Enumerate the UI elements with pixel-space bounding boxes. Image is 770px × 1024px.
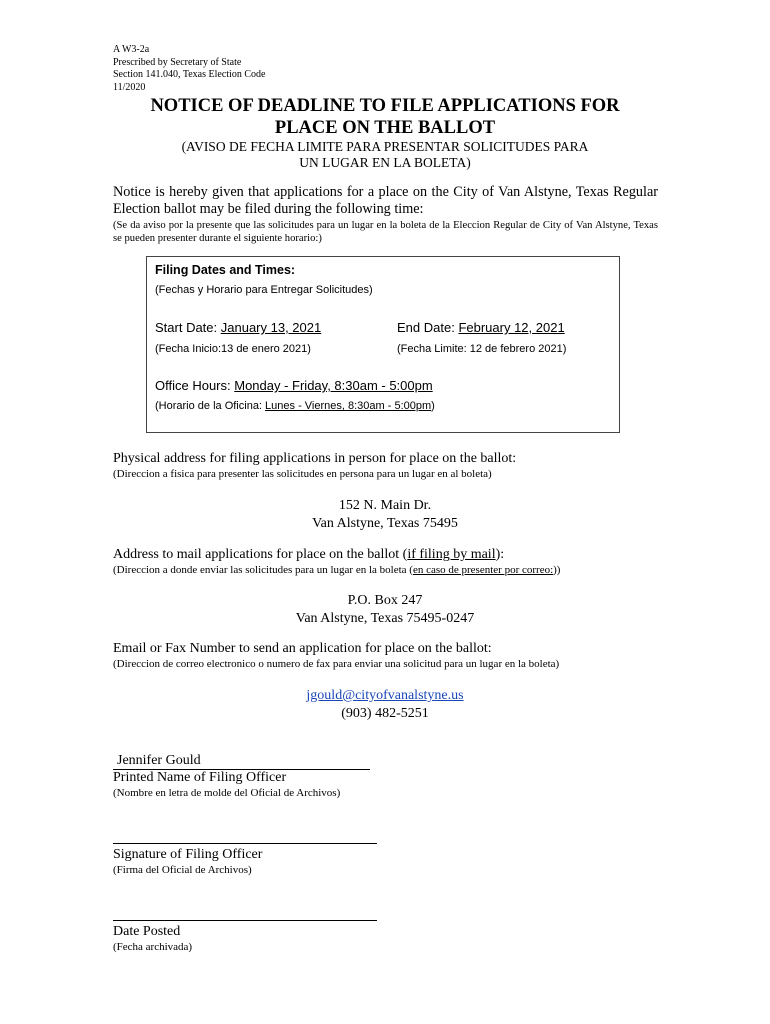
physical-address-line-1: 152 N. Main Dr. [338, 498, 432, 513]
mail-address-line-2: Van Alstyne, Texas 75495-0247 [295, 610, 475, 626]
contact-info [0, 687, 770, 722]
notice-text-spanish: (Se da aviso por la presente que las solicitudes para un lugar en la boleta de la Eleccion Regular de City of Van Alstyne, Texas se pueden presenter durante el siguiente horario:) [113, 220, 658, 244]
start-date [155, 320, 321, 335]
prescribed-by: Prescribed by Secretary of State [113, 56, 242, 68]
signature-line [113, 829, 377, 849]
form-date: 11/2020 [113, 81, 146, 93]
end-date [397, 320, 565, 335]
date-posted-line [113, 906, 377, 926]
date-posted-label-spanish: (Fecha archivada) [113, 941, 193, 953]
printed-name-line [113, 753, 370, 770]
mail-address-label: Address to mail applications for place on the ballot (if filing by mail): [113, 547, 505, 562]
code-section: Section 141.040, Texas Election Code [113, 69, 266, 80]
page-subtitle [0, 139, 770, 170]
subtitle-line-1: (AVISO DE FECHA LIMITE PARA PRESENTAR SOLICITUDES PARA [181, 139, 589, 154]
form-id: A W3-2a [113, 44, 150, 55]
end-date-value: February 12, 2021 [458, 320, 565, 335]
contact-label: Email or Fax Number to send an application for place on the ballot: [113, 641, 492, 656]
physical-address-label-spanish: (Direccion a fisica para presenter las solicitudes en persona para un lugar en al boleta) [113, 468, 492, 480]
end-date-spanish: (Fecha Limite: 12 de febrero 2021) [397, 343, 567, 355]
end-date-label: End Date: [397, 320, 459, 335]
office-hours-spanish: (Horario de la Oficina: Lunes - Viernes, 8:30am - 5:00pm) [155, 400, 435, 412]
officer-name: Jennifer Gould [117, 753, 201, 768]
start-date-spanish: (Fecha Inicio:13 de enero 2021) [155, 343, 311, 355]
title-line-2: PLACE ON THE BALLOT [274, 117, 496, 138]
office-hours [155, 378, 433, 393]
physical-address-line-2: Van Alstyne, Texas 75495 [312, 515, 458, 531]
printed-name-label: Printed Name of Filing Officer [113, 770, 287, 785]
signature-label-spanish: (Firma del Oficial de Archivos) [113, 864, 252, 876]
start-date-value: January 13, 2021 [220, 320, 322, 335]
filing-dates-box [146, 256, 620, 433]
physical-address-label: Physical address for filing applications in person for place on the ballot: [113, 451, 517, 466]
mail-address [0, 592, 770, 627]
signature-label: Signature of Filing Officer [113, 847, 263, 862]
contact-label-spanish: (Direccion de correo electronico o numero de fax para enviar una solicitud para un lugar en la boleta) [113, 658, 560, 670]
mail-address-line-1: P.O. Box 247 [347, 593, 423, 608]
physical-address [0, 497, 770, 532]
start-date-label: Start Date: [155, 320, 221, 335]
notice-text: Notice is hereby given that applications for a place on the City of Van Alstyne, Texas Regular Election ballot may be filed during the following time: [113, 184, 658, 217]
email-link[interactable]: jgould@cityofvanalstyne.us [306, 688, 464, 703]
office-hours-label: Office Hours: [155, 378, 235, 393]
mail-address-label-spanish: (Direccion a donde enviar las solicitudes para un lugar en la boleta (en caso de presenter por correo:)) [113, 564, 561, 576]
title-line-1: NOTICE OF DEADLINE TO FILE APPLICATIONS FOR [150, 96, 620, 116]
filing-heading: Filing Dates and Times: [155, 263, 296, 277]
form-header [113, 44, 265, 94]
office-hours-value: Monday - Friday, 8:30am - 5:00pm [234, 378, 433, 393]
date-posted-label: Date Posted [113, 924, 181, 939]
filing-heading-spanish: (Fechas y Horario para Entregar Solicitudes) [155, 284, 373, 296]
page-title [0, 96, 770, 139]
printed-name-label-spanish: (Nombre en letra de molde del Oficial de Archivos) [113, 787, 341, 799]
subtitle-line-2: UN LUGAR EN LA BOLETA) [299, 154, 471, 170]
fax-number: (903) 482-5251 [341, 705, 429, 721]
